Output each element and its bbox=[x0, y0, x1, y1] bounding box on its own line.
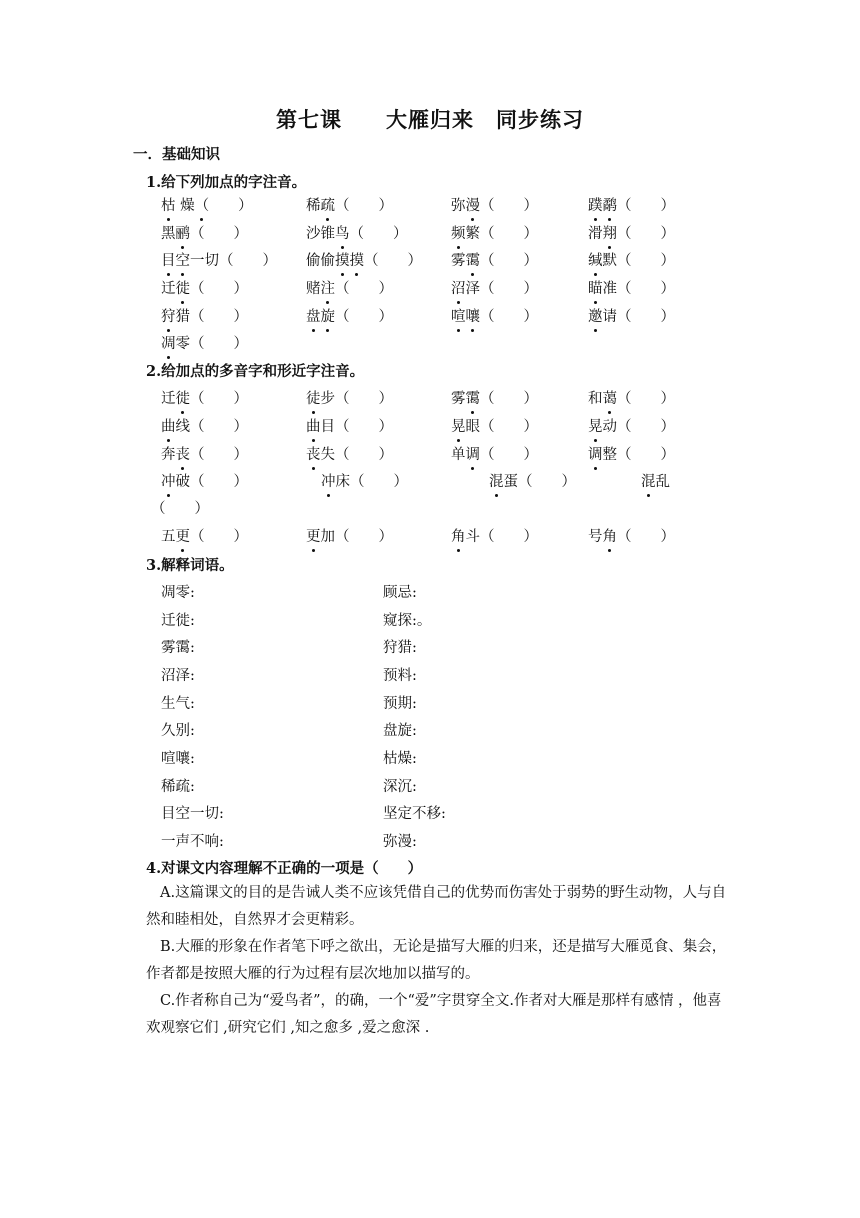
q1-item: 雾霭（ ） bbox=[451, 249, 538, 270]
q1-item: 沙锥鸟（ ） bbox=[306, 222, 408, 243]
q3-heading: 3.解释词语。 bbox=[146, 557, 234, 574]
q2-row bbox=[0, 497, 860, 519]
q2-item: 奔丧（ ） bbox=[161, 443, 248, 464]
q2-item: 迁徙（ ） bbox=[161, 387, 248, 408]
q3-term: 稀疏: bbox=[161, 779, 195, 795]
q2-row bbox=[0, 387, 860, 409]
q1-item: 黑鹂（ ） bbox=[161, 222, 248, 243]
q3-term: 坚定不移: bbox=[383, 806, 446, 822]
q1-item: 赌注（ ） bbox=[306, 277, 393, 298]
q2-item: （ ） bbox=[151, 501, 209, 517]
q3-term: 喧嚷: bbox=[161, 751, 195, 767]
q1-item: 瞄准（ ） bbox=[588, 277, 675, 298]
q4-option-a: A.这篇课文的目的是告诫人类不应该凭借自己的优势而伤害处于弱势的野生动物，人与自然和睦相处，自然界才会更精彩。 bbox=[146, 885, 727, 928]
q4-heading: 4.对课文内容理解不正确的一项是（ ） bbox=[146, 860, 423, 877]
q2-row bbox=[0, 525, 860, 547]
q2-item: 更加（ ） bbox=[306, 525, 393, 546]
q2-item: 混蛋（ ） bbox=[489, 470, 576, 491]
page-title: 第七课 大雁归来 同步练习 bbox=[276, 107, 584, 132]
q1-item: 蹼鹬（ ） bbox=[588, 194, 675, 215]
q2-item: 冲破（ ） bbox=[161, 470, 248, 491]
q3-term: 狩猎: bbox=[383, 640, 417, 656]
q2-item: 徒步（ ） bbox=[306, 387, 393, 408]
q1-item: 盘旋（ ） bbox=[306, 305, 393, 326]
q3-term: 顾忌: bbox=[383, 585, 417, 601]
q1-row bbox=[0, 305, 860, 327]
q3-row bbox=[0, 581, 860, 603]
q3-term: 枯燥: bbox=[383, 751, 417, 767]
q1-row bbox=[0, 249, 860, 271]
q2-item: 晃眼（ ） bbox=[451, 415, 538, 436]
q3-row bbox=[0, 719, 860, 741]
q2-item: 晃动（ ） bbox=[588, 415, 675, 436]
q2-item: 雾霭（ ） bbox=[451, 387, 538, 408]
q1-item: 目空一切（ ） bbox=[161, 249, 277, 270]
q2-item: 丧失（ ） bbox=[306, 443, 393, 464]
section-basic-knowledge: 一．基础知识 bbox=[133, 146, 220, 163]
q1-item: 迁徙（ ） bbox=[161, 277, 248, 298]
q1-heading: 1.给下列加点的字注音。 bbox=[146, 174, 307, 191]
q1-item: 滑翔（ ） bbox=[588, 222, 675, 243]
q1-row bbox=[0, 194, 860, 216]
q2-item: 角斗（ ） bbox=[451, 525, 538, 546]
q4-option-c: C.作者称自己为“爱鸟者”，的确，一个“爱”字贯穿全文.作者对大雁是那样有感情 ，他喜欢观察它们 ,研究它们 ,知之愈多 ,爱之愈深 . bbox=[146, 993, 722, 1036]
q3-row bbox=[0, 802, 860, 824]
q3-term: 窥探:。 bbox=[383, 613, 432, 629]
q1-item: 邀请（ ） bbox=[588, 305, 675, 326]
q2-item: 曲线（ ） bbox=[161, 415, 248, 436]
q3-row bbox=[0, 775, 860, 797]
q3-term: 弥漫: bbox=[383, 834, 417, 850]
q2-item: 号角（ ） bbox=[588, 525, 675, 546]
q1-item: 频繁（ ） bbox=[451, 222, 538, 243]
q3-row bbox=[0, 636, 860, 658]
q1-row bbox=[0, 277, 860, 299]
q3-row bbox=[0, 692, 860, 714]
q3-term: 深沉: bbox=[383, 779, 417, 795]
q2-row bbox=[0, 443, 860, 465]
q3-term: 迁徙: bbox=[161, 613, 195, 629]
q2-item: 混乱 bbox=[641, 470, 670, 491]
q1-item: 喧嚷（ ） bbox=[451, 305, 538, 326]
q1-item: 狩猎（ ） bbox=[161, 305, 248, 326]
q1-item: 弥漫（ ） bbox=[451, 194, 538, 215]
q3-row bbox=[0, 664, 860, 686]
q2-item: 调整（ ） bbox=[588, 443, 675, 464]
q3-row bbox=[0, 609, 860, 631]
q3-term: 预期: bbox=[383, 696, 417, 712]
q3-term: 一声不响: bbox=[161, 834, 224, 850]
q2-heading: 2.给加点的多音字和形近字注音。 bbox=[146, 363, 365, 380]
q2-item: 五更（ ） bbox=[161, 525, 248, 546]
q1-item: 枯 燥（ ） bbox=[161, 194, 253, 215]
q3-term: 预料: bbox=[383, 668, 417, 684]
q3-term: 雾霭: bbox=[161, 640, 195, 656]
q2-item: 和蔼（ ） bbox=[588, 387, 675, 408]
q3-row bbox=[0, 830, 860, 852]
q1-item: 缄默（ ） bbox=[588, 249, 675, 270]
q1-item: 稀疏（ ） bbox=[306, 194, 393, 215]
q1-row bbox=[0, 222, 860, 244]
q3-term: 目空一切: bbox=[161, 806, 224, 822]
q1-row bbox=[0, 332, 860, 354]
q2-row bbox=[0, 415, 860, 437]
q2-item: 冲床（ ） bbox=[321, 470, 408, 491]
q3-row bbox=[0, 747, 860, 769]
q1-item: 沼泽（ ） bbox=[451, 277, 538, 298]
q1-item: 偷偷摸摸（ ） bbox=[306, 249, 422, 270]
q2-row bbox=[0, 470, 860, 492]
q3-term: 久别: bbox=[161, 723, 195, 739]
q3-term: 生气: bbox=[161, 696, 195, 712]
q1-item: 凋零（ ） bbox=[161, 332, 248, 353]
q2-item: 曲目（ ） bbox=[306, 415, 393, 436]
q3-term: 沼泽: bbox=[161, 668, 195, 684]
q2-item: 单调（ ） bbox=[451, 443, 538, 464]
q3-term: 凋零: bbox=[161, 585, 195, 601]
q3-term: 盘旋: bbox=[383, 723, 417, 739]
q4-option-b: B.大雁的形象在作者笔下呼之欲出，无论是描写大雁的归来，还是描写大雁觅食、集会，作者都是按照大雁的行为过程有层次地加以描写的。 bbox=[146, 939, 727, 982]
